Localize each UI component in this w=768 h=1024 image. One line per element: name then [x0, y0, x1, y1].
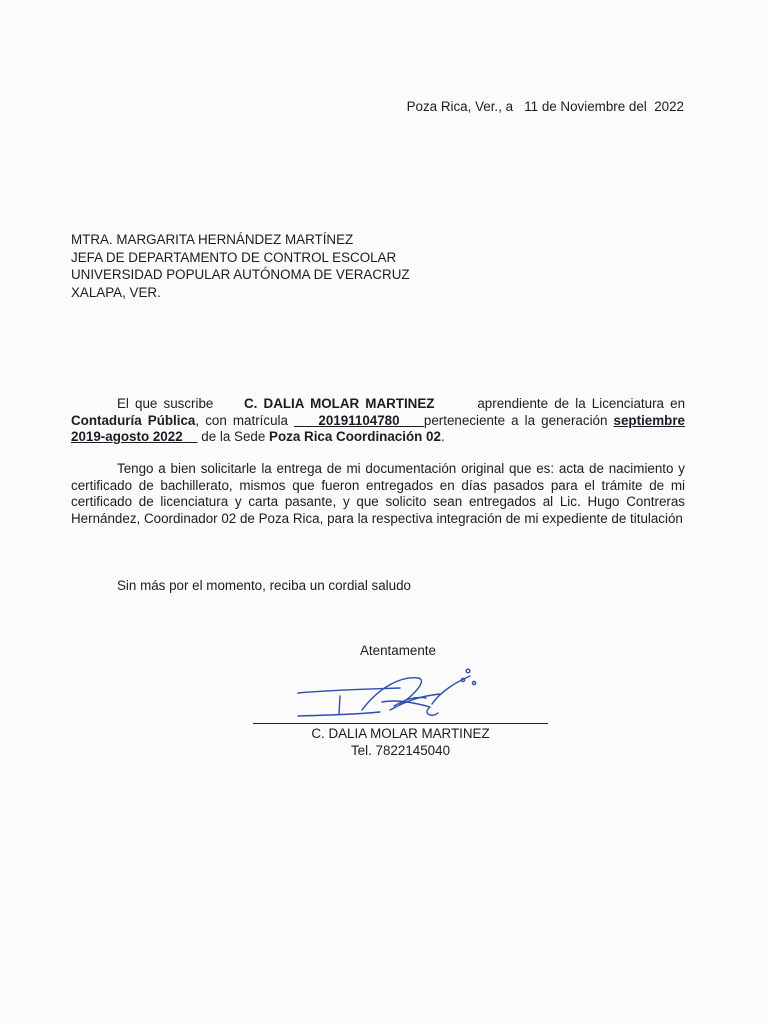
career-name: Contaduría Pública: [71, 412, 196, 428]
p2-text: Tengo a bien solicitarle la entrega de mi documentación original que es: acta de nacimiento y certificado de bachillerato, mismos que fueron entregados en días pasados para el trámite de mi certificado de licenciatura y carta pasante, y que solicito sean entregados al Lic. Hugo Contreras Hernández, Coordinador 02 de Poza Rica, para la respectiva integración de mi expediente de titulación: [71, 461, 685, 526]
signer-name: C. DALIA MOLAR MARTINEZ: [311, 726, 490, 741]
recipient-institution: UNIVERSIDAD POPULAR AUTÓNOMA DE VERACRUZ: [71, 267, 410, 282]
recipient-name: MTRA. MARGARITA HERNÁNDEZ MARTÍNEZ: [71, 232, 354, 247]
recipient-city: XALAPA, VER.: [71, 284, 161, 300]
p1-text-3: , con matrícula: [195, 412, 295, 428]
generation-period: septiembre 2019-agosto 2022: [71, 412, 685, 444]
paragraph-request-intro: [71, 396, 685, 446]
p1-text-1: El que suscribe: [117, 396, 220, 411]
sede-name: Poza Rica Coordinación 02: [269, 429, 441, 444]
closing-line: Sin más por el momento, reciba un cordial saludo: [117, 578, 411, 593]
recipient-title: JEFA DE DEPARTAMENTO DE CONTROL ESCOLAR: [71, 249, 397, 265]
date-line: Poza Rica, Ver., a 11 de Noviembre del 2022: [406, 99, 684, 114]
matricula-number: 20191104780: [318, 412, 400, 428]
paragraph-request-body: [71, 461, 685, 527]
p1-text-6: .: [440, 429, 445, 444]
applicant-name: C. DALIA MOLAR MARTINEZ: [244, 396, 435, 411]
handwritten-signature: [290, 666, 490, 726]
p1-text-2: aprendiente de la Licenciatura en: [477, 396, 686, 411]
signer-phone: Tel. 7822145040: [350, 743, 451, 758]
atentamente-label: Atentamente: [360, 643, 436, 658]
p1-text-4: perteneciente a la generación: [423, 412, 614, 428]
p1-text-5: de la Sede: [201, 429, 270, 444]
signature-line: [253, 723, 548, 724]
recipient-block: [71, 231, 410, 301]
